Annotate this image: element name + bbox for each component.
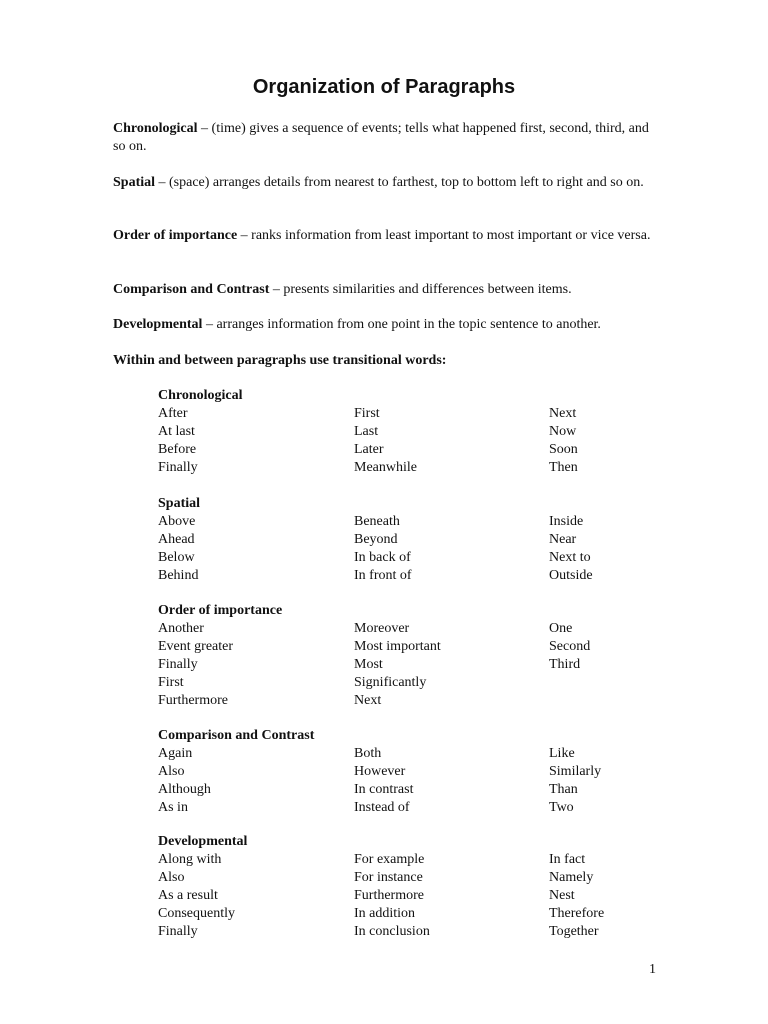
word-cell: Most (354, 657, 383, 672)
word-cell: Also (158, 870, 185, 885)
word-cell: Similarly (549, 764, 602, 779)
word-cell: First (354, 406, 380, 421)
word-cell: Along with (158, 852, 222, 867)
definition-developmental: Developmental – arranges information from one point in the topic sentence to another. (113, 317, 601, 332)
word-cell: Last (354, 424, 379, 439)
definition-text: arranges information from one point in the topic sentence to another. (216, 317, 601, 332)
section-heading-comparison-contrast: Comparison and Contrast (158, 728, 315, 743)
word-cell: Beneath (354, 514, 400, 529)
word-cell: For example (354, 852, 425, 867)
word-cell: Than (549, 782, 578, 797)
word-cell: As a result (158, 888, 218, 903)
section-heading-chronological: Chronological (158, 388, 243, 403)
definition-text: presents similarities and differences between items. (283, 282, 572, 297)
word-cell: Outside (549, 568, 593, 583)
word-cell: Like (549, 746, 575, 761)
word-cell: Near (549, 532, 577, 547)
word-cell: As in (158, 800, 188, 815)
word-cell: Again (158, 746, 193, 761)
word-cell: In back of (354, 550, 411, 565)
word-cell: Also (158, 764, 185, 779)
word-cell: Below (158, 550, 195, 565)
word-cell: At last (158, 424, 195, 439)
word-cell: Finally (158, 924, 198, 939)
section-heading-developmental: Developmental (158, 834, 248, 849)
word-cell: Inside (549, 514, 584, 529)
word-cell: Therefore (549, 906, 605, 921)
word-cell: In fact (549, 852, 586, 867)
word-cell: Next (354, 693, 382, 708)
word-cell: Meanwhile (354, 460, 417, 475)
word-cell: In front of (354, 568, 412, 583)
word-cell: Together (549, 924, 599, 939)
word-cell: One (549, 621, 573, 636)
word-cell: Next to (549, 550, 591, 565)
word-cell: For instance (354, 870, 423, 885)
word-cell: Furthermore (158, 693, 228, 708)
word-cell: Finally (158, 460, 198, 475)
definition-text: ranks information from least important to most important or vice versa. (251, 228, 651, 243)
definition-text: (space) arranges details from nearest to farthest, top to bottom left to right and so on. (169, 175, 644, 190)
definition-spatial: Spatial – (space) arranges details from nearest to farthest, top to bottom left to right and so on. (113, 175, 644, 190)
word-cell: Beyond (354, 532, 398, 547)
definition-chronological: Chronological – (time) gives a sequence of events; tells what happened first, second, third, and so on. (113, 121, 649, 154)
word-cell: Furthermore (354, 888, 424, 903)
word-cell: Although (158, 782, 211, 797)
word-cell: Above (158, 514, 196, 529)
definition-term: Developmental (113, 317, 203, 332)
word-cell: Namely (549, 870, 594, 885)
definition-term: Order of importance (113, 228, 238, 243)
word-cell: Second (549, 639, 591, 654)
definition-term: Spatial (113, 175, 156, 190)
definition-comparison-contrast: Comparison and Contrast – presents similarities and differences between items. (113, 282, 572, 297)
word-cell: However (354, 764, 406, 779)
word-cell: Before (158, 442, 197, 457)
word-cell: Both (354, 746, 382, 761)
word-cell: Nest (549, 888, 575, 903)
word-cell: Soon (549, 442, 578, 457)
section-heading-spatial: Spatial (158, 496, 201, 511)
transitional-words-heading: Within and between paragraphs use transitional words: (113, 353, 447, 368)
word-cell: Behind (158, 568, 199, 583)
word-cell: Next (549, 406, 577, 421)
page-number: 1 (649, 962, 656, 977)
definition-term: Comparison and Contrast (113, 282, 270, 297)
page-title: Organization of Paragraphs (252, 76, 516, 98)
definition-term: Chronological (113, 121, 198, 136)
word-cell: Later (354, 442, 384, 457)
word-cell: First (158, 675, 184, 690)
definition-order-of-importance: Order of importance – ranks information from least important to most important or vice versa. (113, 228, 651, 243)
word-cell: Another (158, 621, 204, 636)
word-cell: Consequently (158, 906, 235, 921)
word-cell: Instead of (354, 800, 410, 815)
word-cell: Third (549, 657, 581, 672)
word-cell: Event greater (158, 639, 234, 654)
word-cell: Now (549, 424, 577, 439)
word-cell: Moreover (354, 621, 410, 636)
word-cell: Then (549, 460, 578, 475)
word-cell: In addition (354, 906, 416, 921)
word-cell: Most important (354, 639, 441, 654)
section-heading-order-of-importance: Order of importance (158, 603, 283, 618)
word-cell: Two (549, 800, 574, 815)
word-cell: After (158, 406, 188, 421)
definition-text: (time) gives a sequence of events; tells what happened first, second, third, and so on. (113, 121, 649, 154)
word-cell: Ahead (158, 532, 195, 547)
word-cell: Significantly (354, 675, 427, 690)
word-cell: Finally (158, 657, 198, 672)
word-cell: In contrast (354, 782, 414, 797)
word-cell: In conclusion (354, 924, 430, 939)
